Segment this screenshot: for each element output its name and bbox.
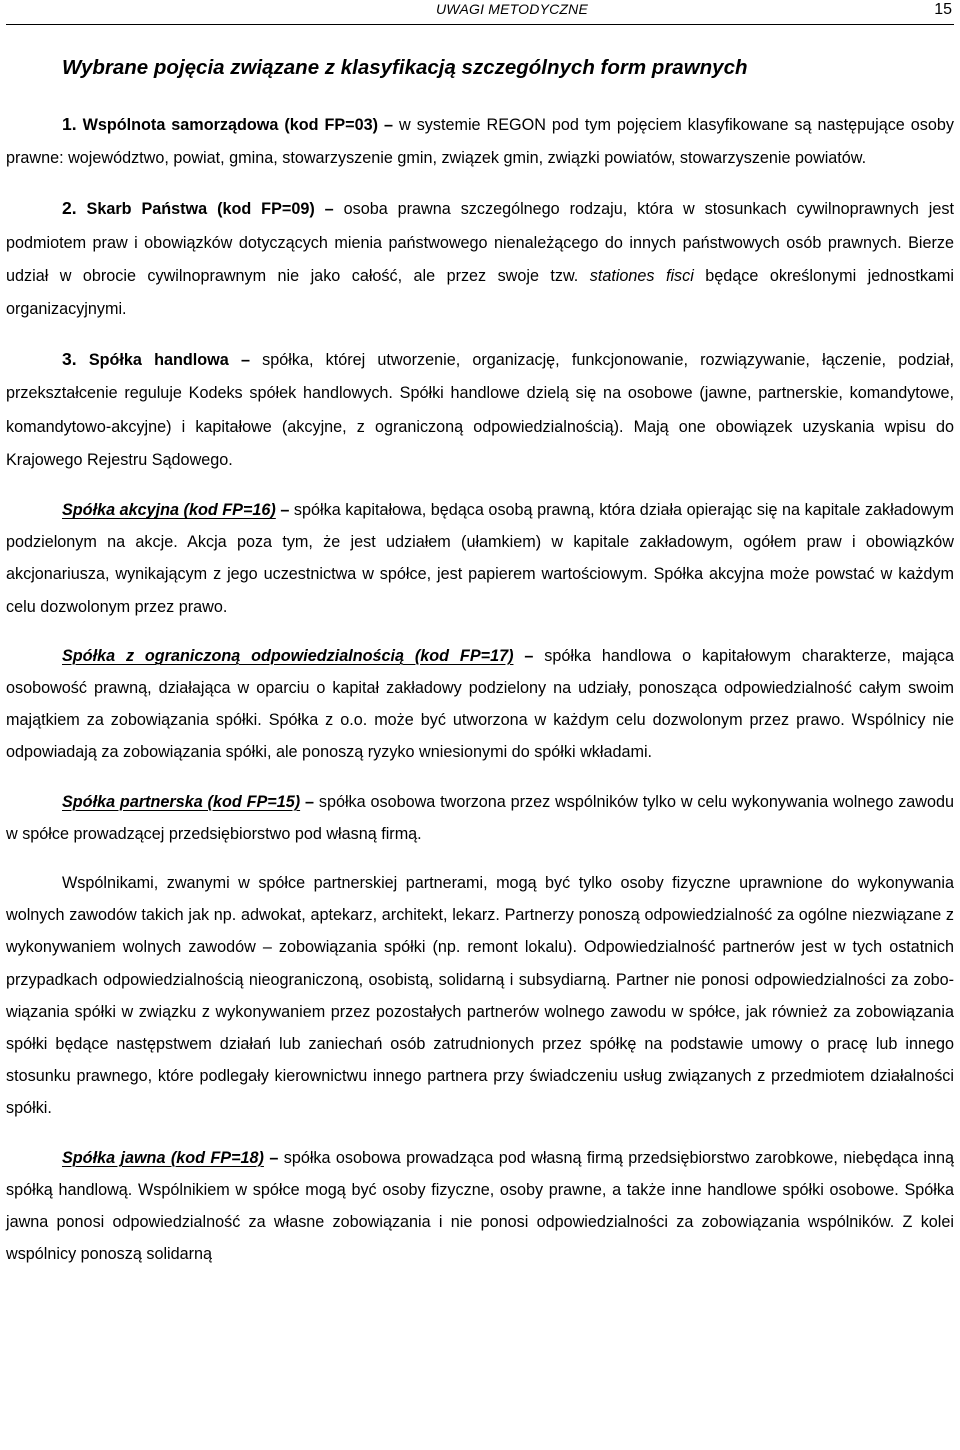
item-term: Spółka handlowa <box>88 351 229 370</box>
definition-text: spółka kapitałowa, będąca osobą prawną, która działa opierając się na kapitale zakładowym podzielonym na akcje. Akcja poza tym, że jest udziałem (ułamkiem) w kapitale zakładowym, ogółem praw i obowiązków akcjonariusza, wynikającym z jego uczestnictwa w spółce, jest papierem wartościowym. Spółka akcyjna może powstać w każdym celu dozwolonym przez prawo. <box>6 501 955 616</box>
item-number: 2. <box>62 198 77 219</box>
item-term: Wspólnota samorządowa (kod FP=03) <box>82 116 379 134</box>
running-title: UWAGI METODYCZNE <box>436 1 589 17</box>
item-text: osoba prawna szczególnego rodzaju, która w stosunkach cywilnoprawnych jest podmiotem praw i obowiązków dotyczących mienia państwowego nienależącego do innych państwowych osób prawnych. Bierze udział w obrocie cywilnoprawnym nie jako całość, ale przez swoje tzw. <box>6 200 954 285</box>
definition-dash: – <box>304 792 314 811</box>
definition-text: spółka osobowa prowadząca pod własną firmą przedsiębiorstwo zarobkowe, niebędąca inną spółką handlową. Wspólnikiem w spółce mogą być osoby fizyczne, osoby prawne, a także inne handlowe spółki osobowe. Spółka jawna ponosi odpowiedzialność za własne zobowiązania i nie ponosi odpowiedzialności za zobowiązania wspólników. Z kolei wspólnicy ponoszą solidarną <box>6 1148 954 1264</box>
item-number: 1. <box>62 114 77 134</box>
item-wspolnota-samorzadowa <box>6 108 954 175</box>
page-number: 15 <box>934 1 952 18</box>
running-header <box>6 0 954 25</box>
item-skarb-panstwa <box>6 192 954 326</box>
section-title: Wybrane pojęcia związane z klasyfikacją szczególnych form prawnych <box>62 56 748 79</box>
item-text: spółka, której utworzenie, organizację, funkcjonowanie, rozwiązywanie, łączenie, podział, przekształcenie reguluje Kodeks spółek handlowych. Spółki handlowe dzielą się na osobowe (jawne, partnerskie, komandytowe, komandytowo-akcyjne) i kapitałowe (akcyjne, z ograniczoną odpowiedzialnością). Mają one obowiązek uzyskania wpisu do Krajowego Rejestru Sądowego. <box>6 351 954 469</box>
item-text-end: będące określonymi jednostkami organizacyjnymi. <box>6 266 954 319</box>
definition-spolka-jawna <box>6 1142 954 1271</box>
definition-dash: – <box>269 1148 279 1167</box>
item-dash: – <box>240 351 250 370</box>
document-body <box>6 108 954 1288</box>
item-italic-term: stationes fisci <box>589 266 694 285</box>
definition-term: Spółka partnerska (kod FP=15) <box>62 792 301 811</box>
item-text: w systemie REGON pod tym pojęciem klasyfikowane są następujące osoby prawne: województwo, powiat, gmina, stowarzyszenie gmin, związek gmin, związki powiatów, stowarzyszenie powiatów. <box>6 116 954 168</box>
definition-term: Spółka jawna (kod FP=18) <box>62 1148 264 1167</box>
definition-text: spółka handlowa o kapitałowym charakterze, mająca osobowość prawną, działająca w oparciu o kapitał zakładowy podzielony na udziały, ponosząca odpowiedzialność całym swoim majątkiem za zobowiązania spółki. Spółka z o.o. może być utworzona w każdym celu dozwolonym przez prawo. Wspólnicy nie odpowiadają za zobowiązania spółki, ale ponoszą ryzyko wniesionymi do spółki wkładami. <box>6 646 954 762</box>
definition-term: Spółka akcyjna (kod FP=16) <box>62 501 276 520</box>
definition-spolka-zoo <box>6 640 954 769</box>
item-dash: – <box>384 116 394 134</box>
partner-paragraph: Wspólnikami, zwanymi w spółce partnerskiej partnerami, mogą być tylko osoby fizyczne uprawnione do wykonywania wolnych zawodów takich jak np. adwokat, aptekarz, architekt, lekarz. Partnerzy ponoszą odpowiedzialność za ogólne niezwiązane z wykonywaniem wolnych zawodów – zobowiązania spółki (np. remont lokalu). Odpowiedzialność partnerów jest w tych ostatnich przypadkach odpowiedzialnością nieograniczoną, osobistą, solidarną i subsydiarną. Partner nie ponosi odpowiedzialności za zobowiązania spółki w związku z wykonywaniem przez pozostałych partnerów wolnego zawodu w spółce, jak również za zobowiązania spółki będące następstwem działań lub zaniechań osób zatrudnionych przez spółkę na podstawie umowy o pracę lub innego stosunku prawnego, które podlegały kierownictwu innego partnera przy świadczeniu usług związanych z przedmiotem działalności spółki. <box>6 874 954 1118</box>
definition-spolka-partnerska <box>6 786 954 850</box>
definition-text: spółka osobowa tworzona przez wspólników tylko w celu wykonywania wolnego zawodu w spółce prowadzącej przedsiębiorstwo pod własną firmą. <box>6 792 955 843</box>
definition-spolka-akcyjna <box>6 494 954 623</box>
definition-dash: – <box>280 501 290 520</box>
definition-dash: – <box>524 646 534 665</box>
item-dash: – <box>324 200 334 219</box>
item-spolka-handlowa <box>6 343 954 477</box>
item-number: 3. <box>62 349 77 370</box>
definition-term: Spółka z ograniczoną odpowiedzialnością (kod FP=17) <box>62 646 514 665</box>
item-term: Skarb Państwa (kod FP=09) <box>86 200 315 219</box>
